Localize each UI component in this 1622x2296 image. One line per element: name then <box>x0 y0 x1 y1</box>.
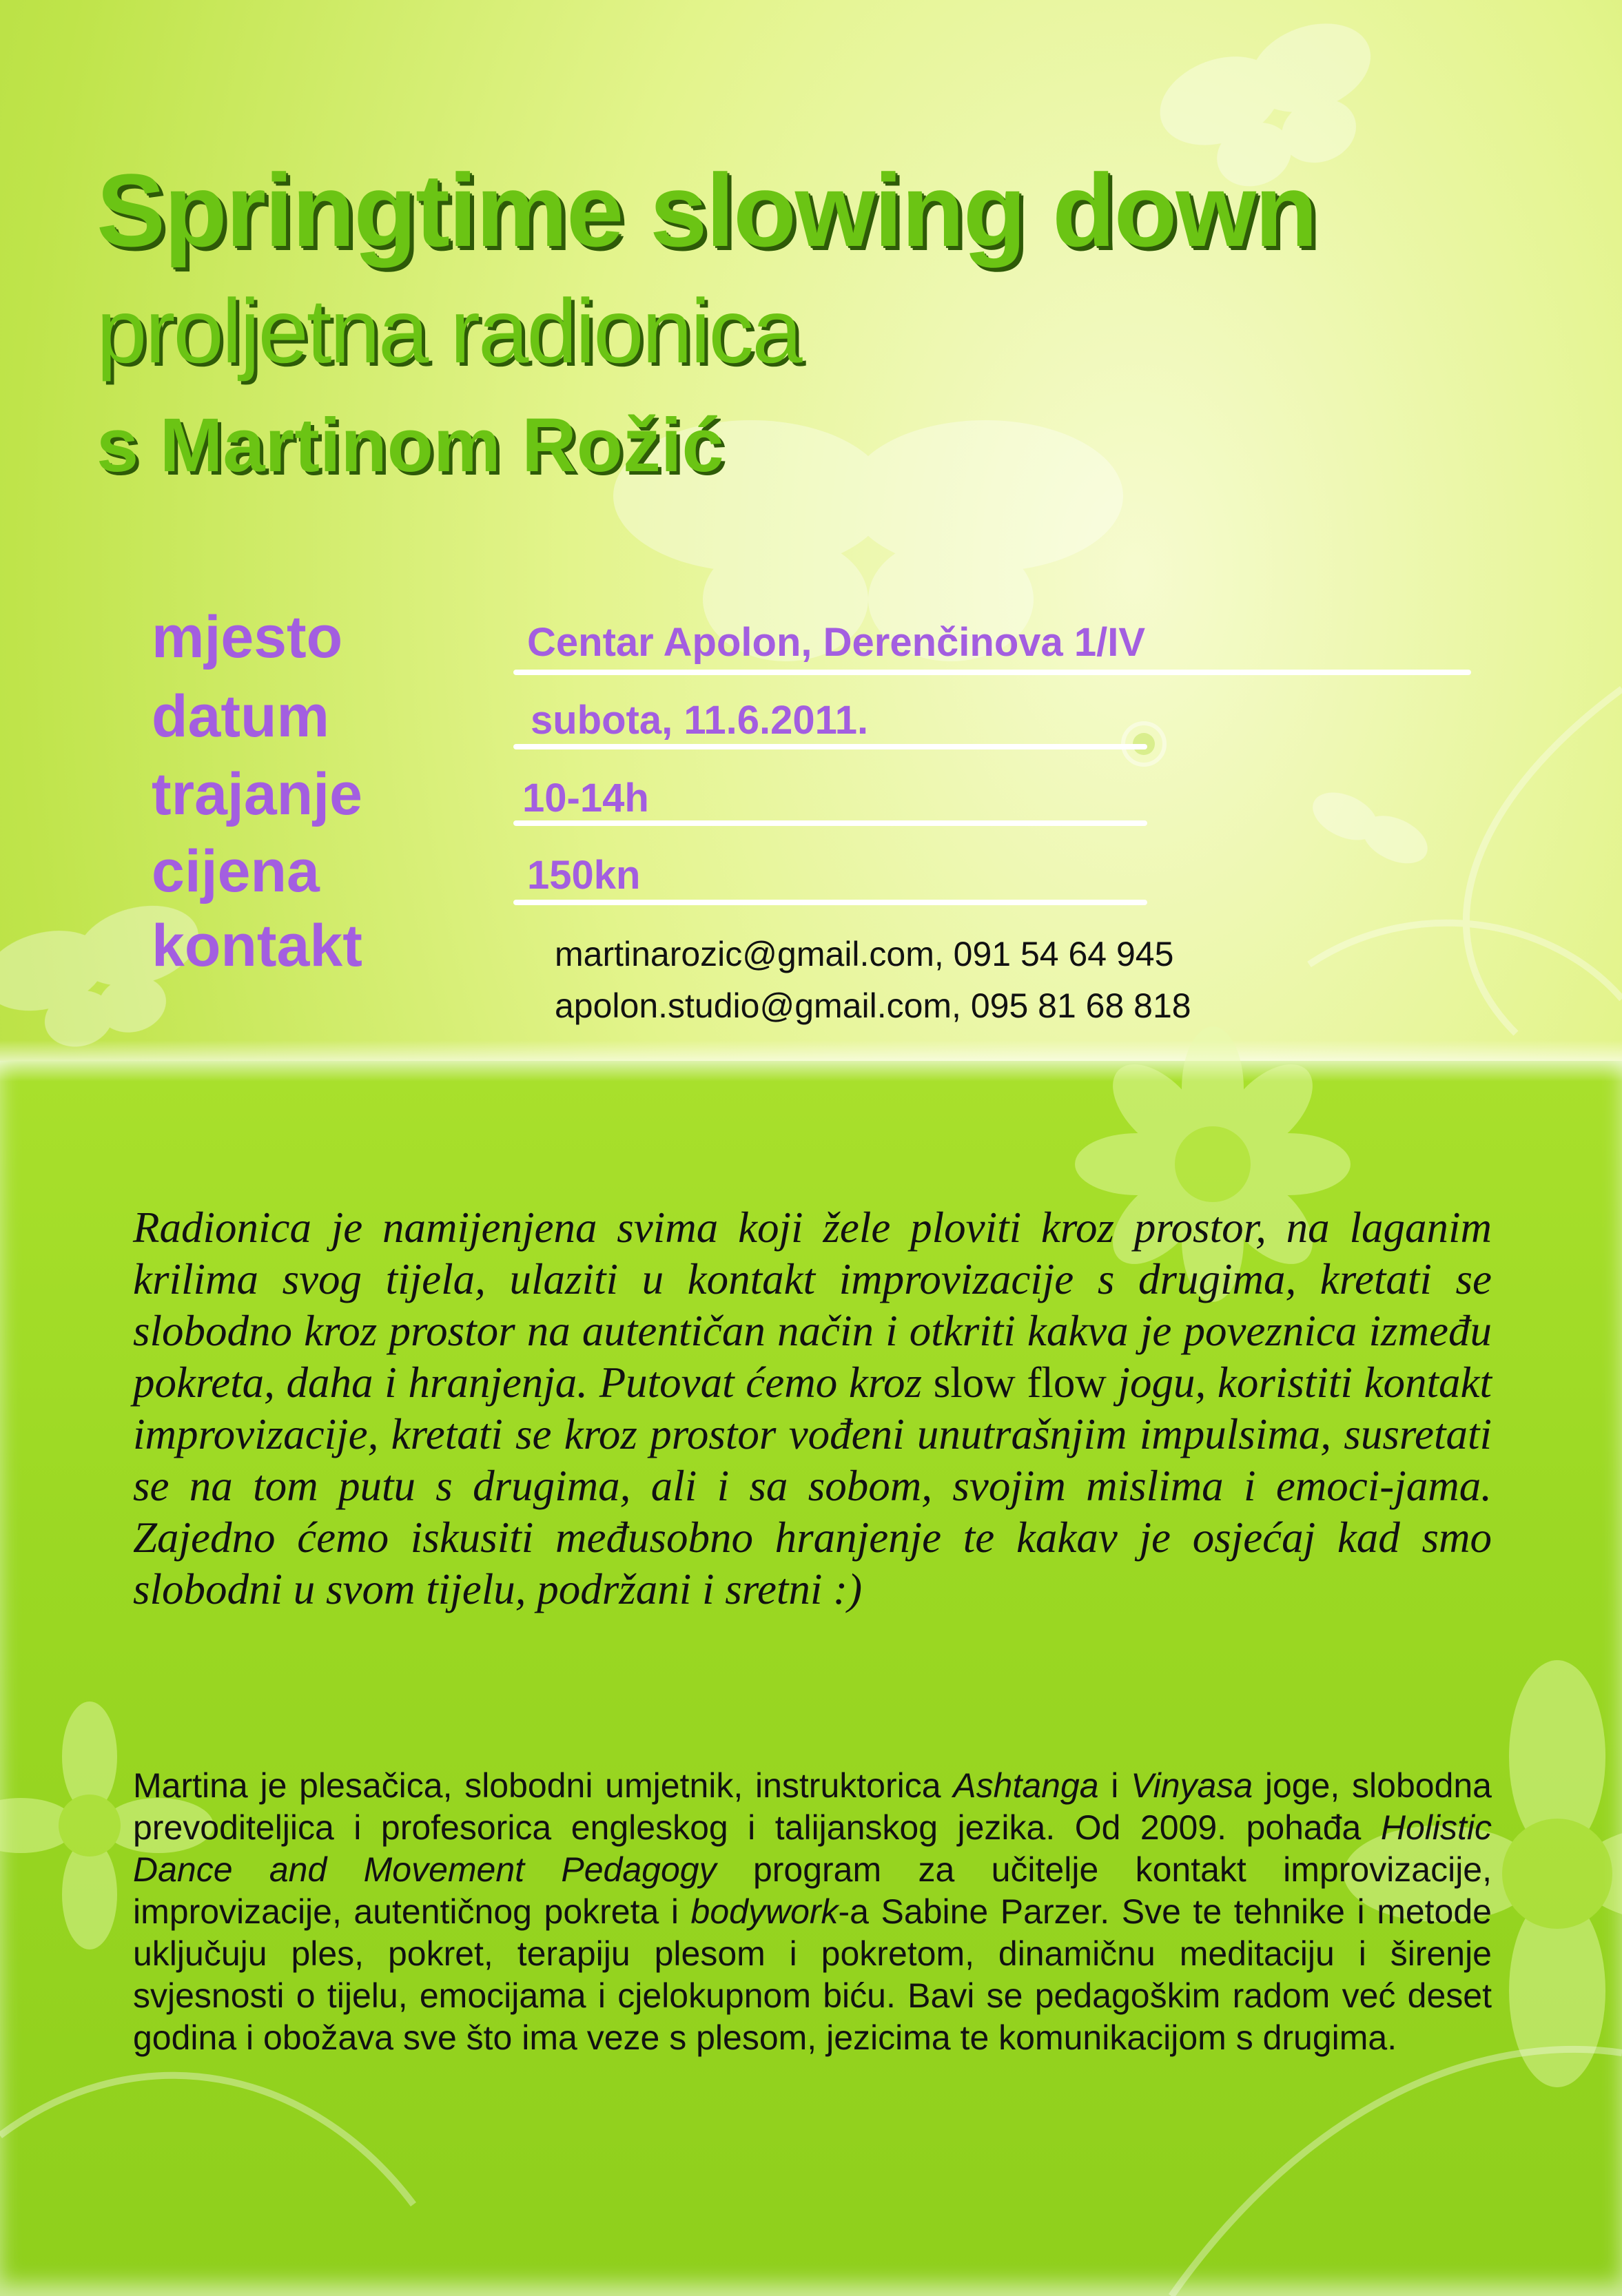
contact-line-2: apolon.studio@gmail.com, 095 81 68 818 <box>555 986 1191 1025</box>
contact-label: kontakt <box>152 913 362 979</box>
date-underline <box>513 744 1147 749</box>
duration-underline <box>513 820 1147 826</box>
duration-value: 10-14h <box>522 776 649 820</box>
instructor-bio <box>133 1765 1492 2059</box>
bio-term: bodywork <box>690 1892 839 1931</box>
bio-term: Vinyasa <box>1131 1766 1253 1805</box>
page-title: Springtime slowing down <box>96 152 1317 268</box>
butterfly-icon <box>1305 783 1435 873</box>
place-underline <box>513 670 1471 675</box>
place-value: Centar Apolon, Derenčinova 1/IV <box>527 620 1146 665</box>
bio-term: Holistic Dance and Movement Pedagogy <box>133 1808 1492 1889</box>
price-underline <box>513 900 1147 905</box>
description-text: jogu, koristiti kontakt improvizacije, kretati se kroz prostor vođeni unutrašnjim impulsima, susretati se na tom putu s drugima, ali i sa sobom, svojim mislima i emoci-jama. Zajedno ćemo iskusiti međusobno hranjenje te kakav je osjećaj kad smo slobodni u svom tijelu, podržani i sretni :) <box>133 1358 1492 1613</box>
bio-text: joge, slobodna prevoditeljica i profesorica engleskog i talijanskog jezika. Od 2009. pohađa <box>133 1766 1492 1847</box>
place-label: mjesto <box>152 604 343 670</box>
duration-label: trajanje <box>152 761 362 827</box>
workshop-description <box>133 1202 1492 1615</box>
page-subtitle: proljetna radionica <box>96 280 801 382</box>
price-value: 150kn <box>527 853 641 898</box>
bio-term: Ashtanga <box>953 1766 1099 1805</box>
fold-highlight <box>0 1040 1622 1082</box>
bio-text: program za učitelje kontakt improvizacije, improvizacije, autentičnog pokreta i <box>133 1850 1492 1931</box>
description-text: Radionica je namijenjena svima koji žele ploviti kroz prostor, na laganim krilima svog tijela, ulaziti u kontakt improvizacije s drugima, kretati se slobodno kroz prostor na autentičan način i otkriti kakva je poveznica između pokreta, daha i hranjenja. Putovat ćemo kroz <box>133 1203 1492 1407</box>
date-value: subota, 11.6.2011. <box>531 698 869 743</box>
bio-text: Martina je plesačica, slobodni umjetnik, instruktorica <box>133 1766 954 1805</box>
date-label: datum <box>152 683 329 749</box>
host-name: s Martinom Rožić <box>96 403 724 488</box>
contact-line-1: martinarozic@gmail.com, 091 54 64 945 <box>555 935 1174 973</box>
description-term: slow flow <box>933 1358 1107 1407</box>
bio-text: -a Sabine Parzer. Sve te tehnike i metode uključuju ples, pokret, terapiju plesom i pokretom, dinamičnu meditaciju i širenje svjesnosti o tijelu, emocijama i cjelokupnom biću. Bavi se pedagoškim radom već deset godina i obožava sve što ima veze s plesom, jezicima te komunikacijom s drugima. <box>133 1892 1492 2057</box>
bio-text: i <box>1098 1766 1131 1805</box>
price-label: cijena <box>152 838 320 904</box>
